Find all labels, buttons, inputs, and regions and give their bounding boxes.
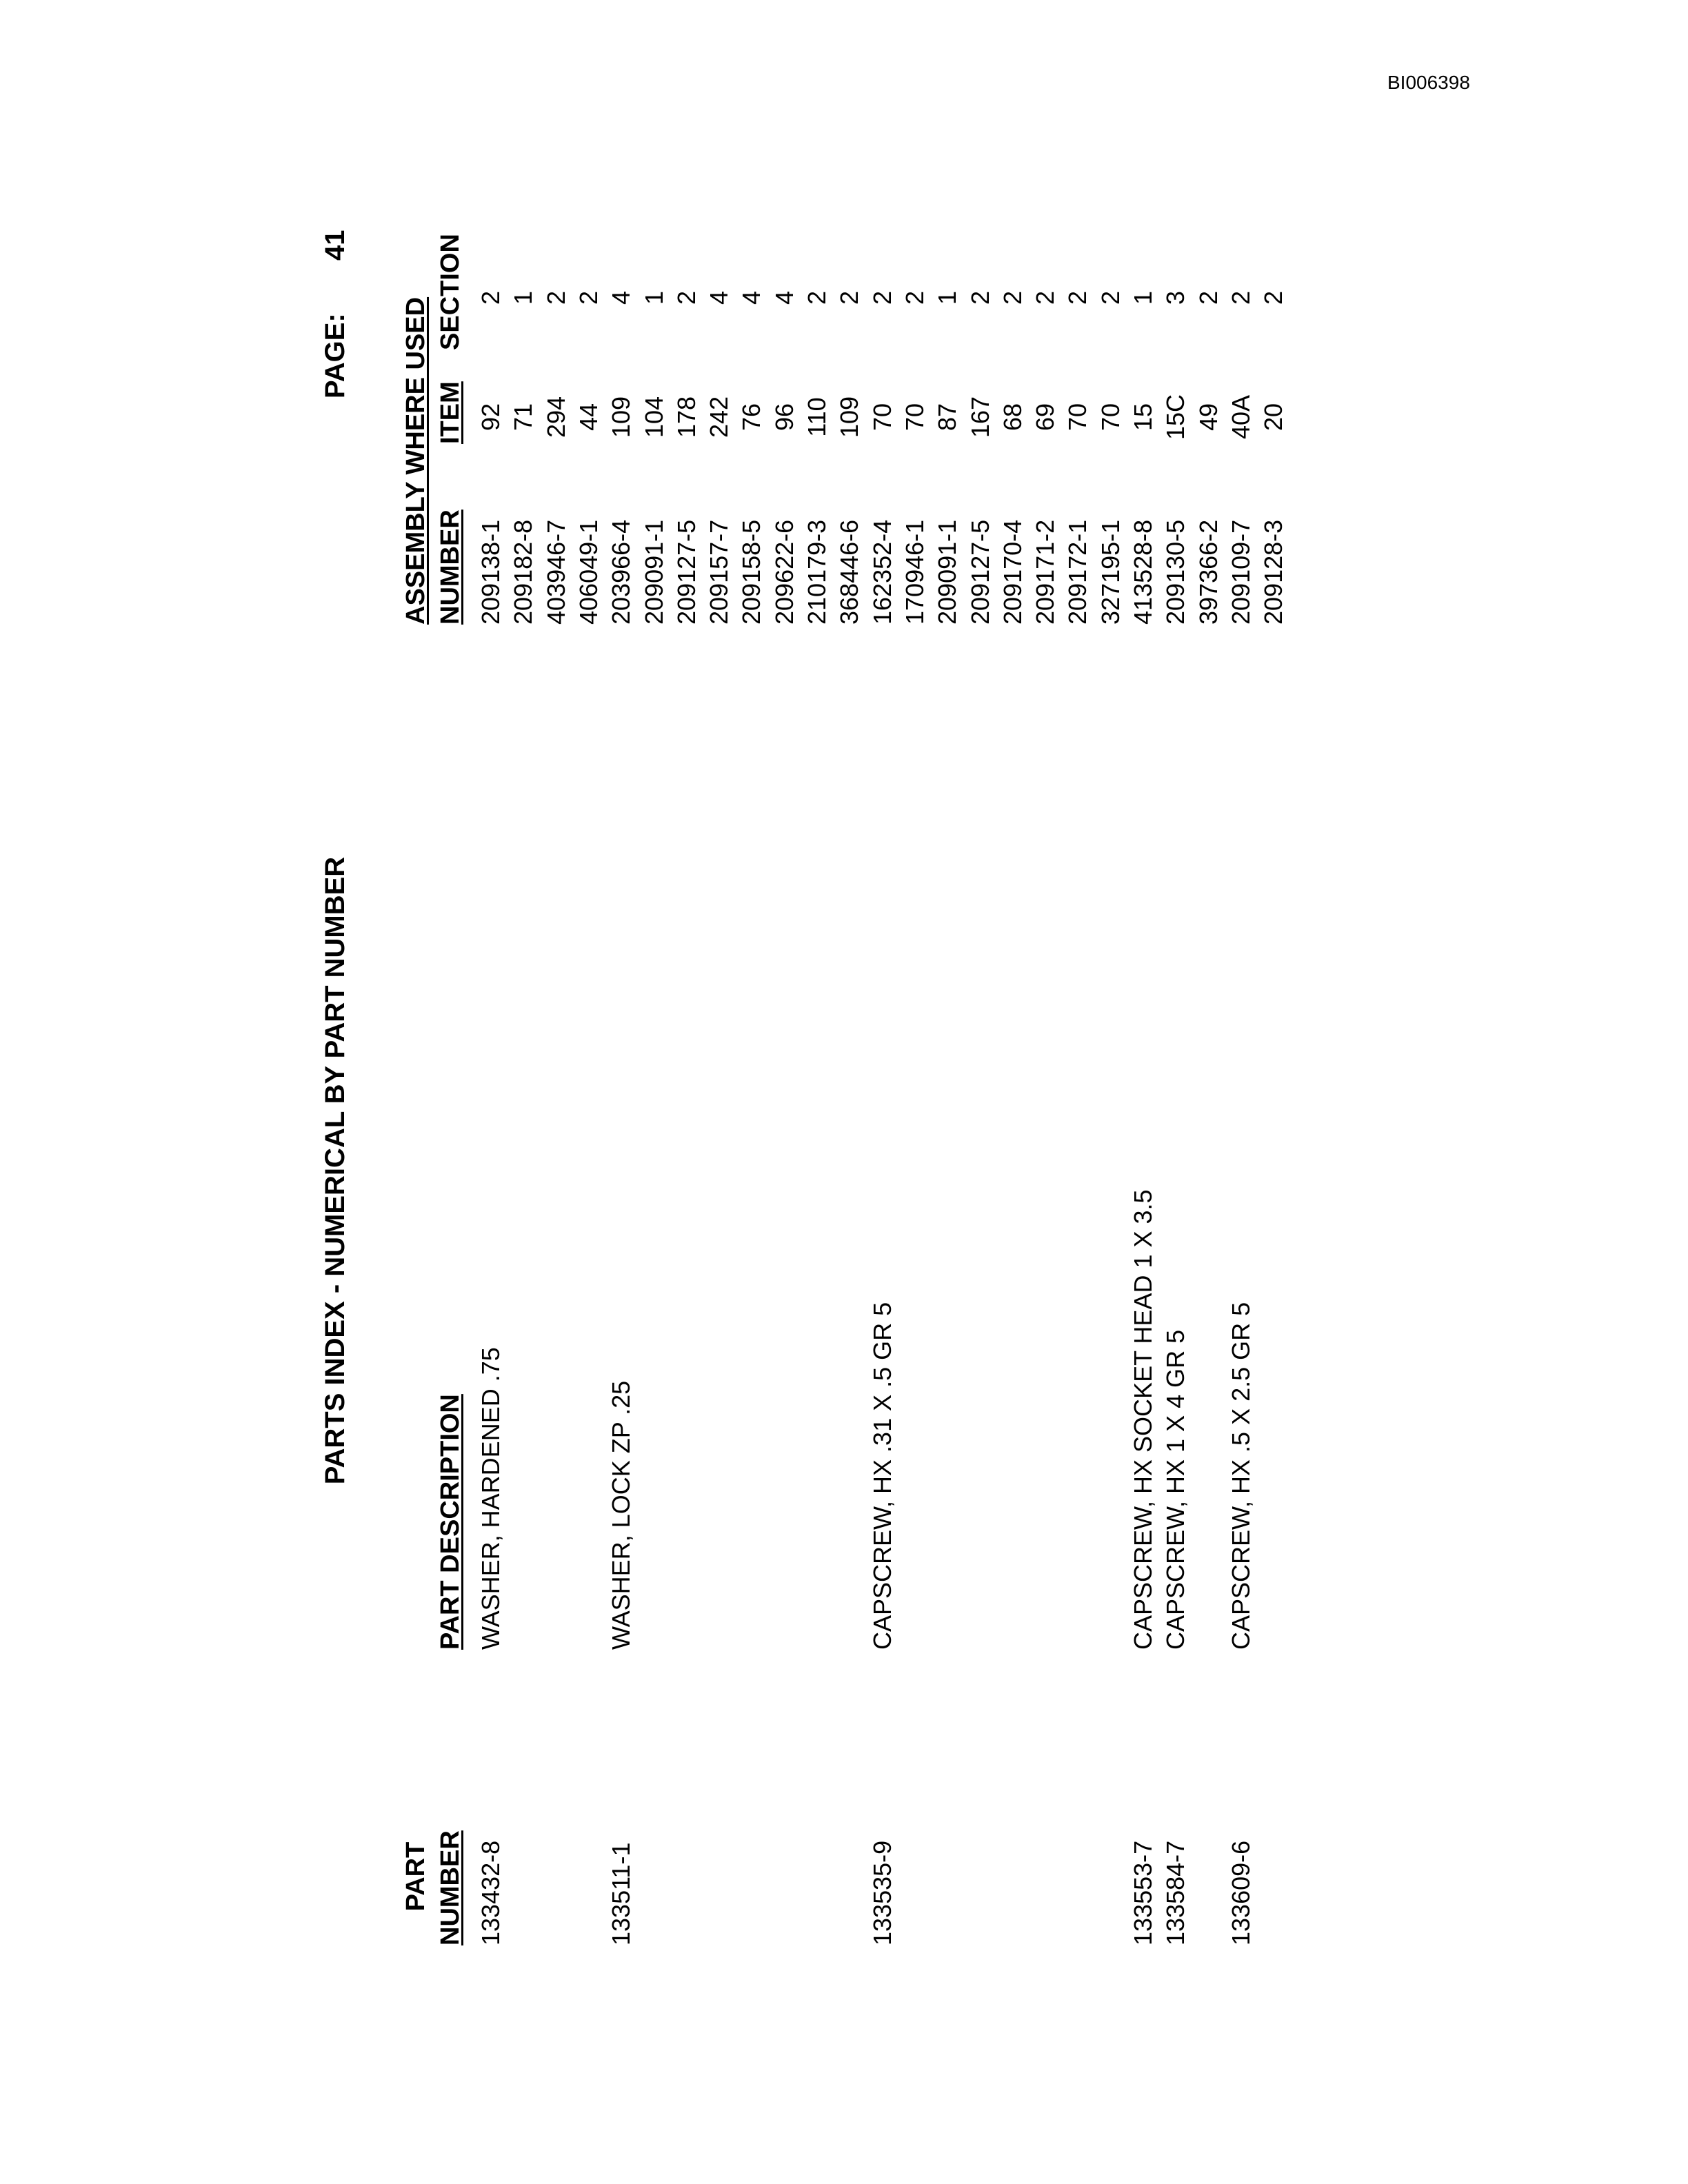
assembly-item-cell: 110 [803, 397, 831, 437]
part-number-cell: 133584-7 [1161, 1840, 1189, 1945]
assembly-number-cell: 209130-5 [1161, 519, 1189, 625]
assembly-number-cell: 210179-3 [803, 519, 831, 625]
assembly-item-cell: 96 [770, 403, 798, 432]
part-number-cell: 133553-7 [1129, 1840, 1157, 1945]
assembly-section-cell: 2 [1063, 290, 1092, 305]
assembly-item-cell: 40A [1227, 394, 1255, 440]
assembly-section-cell: 2 [966, 290, 994, 305]
assembly-number-cell: 368446-6 [835, 519, 863, 625]
page-number: 41 [320, 230, 350, 261]
assembly-item-cell: 49 [1194, 403, 1223, 432]
assembly-item-cell: 70 [1063, 403, 1092, 432]
assembly-number-cell: 209170-4 [998, 519, 1027, 625]
part-description-cell: WASHER, LOCK ZP .25 [607, 1380, 635, 1650]
assembly-section-cell: 2 [1031, 290, 1059, 305]
assembly-number-cell: 397366-2 [1194, 519, 1223, 625]
assembly-item-cell: 70 [1096, 403, 1125, 432]
assembly-number-cell: 413528-8 [1129, 519, 1157, 625]
part-number-cell: 133535-9 [868, 1840, 896, 1945]
assembly-item-cell: 70 [901, 403, 929, 432]
assembly-item-cell: 71 [509, 403, 537, 432]
assembly-section-cell: 2 [803, 290, 831, 305]
assembly-item-cell: 92 [476, 403, 505, 432]
assembly-section-cell: 4 [737, 290, 765, 305]
part-description-cell: CAPSCREW, HX .5 X 2.5 GR 5 [1227, 1302, 1255, 1650]
assembly-number-cell: 209182-8 [509, 519, 537, 625]
assembly-item-cell: 167 [966, 396, 994, 438]
assembly-number-cell: 209158-5 [737, 519, 765, 625]
assembly-item-cell: 242 [705, 396, 733, 438]
assembly-item-cell: 15 [1129, 403, 1157, 432]
assembly-item-cell: 15C [1161, 394, 1189, 441]
assembly-section-cell: 2 [574, 290, 603, 305]
header-item: ITEM [436, 381, 465, 444]
part-number-cell: 133432-8 [476, 1840, 505, 1945]
assembly-item-cell: 68 [998, 403, 1027, 432]
assembly-section-cell: 1 [509, 290, 537, 305]
assembly-number-cell: 209091-1 [933, 519, 961, 625]
part-description-cell: WASHER, HARDENED .75 [476, 1347, 505, 1650]
assembly-item-cell: 109 [835, 396, 863, 438]
assembly-section-cell: 2 [1259, 290, 1287, 305]
part-number-cell: 133609-6 [1227, 1840, 1255, 1945]
assembly-item-cell: 87 [933, 403, 961, 432]
assembly-number-cell: 327195-1 [1096, 519, 1125, 625]
page-title: PARTS INDEX - NUMERICAL BY PART NUMBER [320, 856, 350, 1485]
part-description-cell: CAPSCREW, HX 1 X 4 GR 5 [1161, 1329, 1189, 1650]
assembly-section-cell: 2 [835, 290, 863, 305]
assembly-number-cell: 403946-7 [542, 519, 570, 625]
assembly-section-cell: 2 [868, 290, 896, 305]
assembly-item-cell: 20 [1259, 403, 1287, 432]
assembly-item-cell: 69 [1031, 403, 1059, 432]
assembly-number-cell: 209171-2 [1031, 519, 1059, 625]
assembly-number-cell: 170946-1 [901, 519, 929, 625]
assembly-item-cell: 294 [542, 396, 570, 438]
assembly-section-cell: 2 [542, 290, 570, 305]
document-id: BI006398 [1387, 72, 1470, 93]
assembly-section-cell: 1 [1129, 290, 1157, 305]
part-description-cell: CAPSCREW, HX .31 X .5 GR 5 [868, 1302, 896, 1650]
assembly-section-cell: 4 [607, 290, 635, 305]
assembly-section-cell: 2 [1096, 290, 1125, 305]
assembly-number-cell: 209127-5 [672, 519, 701, 625]
header-assembly-where-used: ASSEMBLY WHERE USED [401, 296, 430, 625]
assembly-number-cell: 406049-1 [574, 519, 603, 625]
assembly-section-cell: 4 [770, 290, 798, 305]
part-description-cell: CAPSCREW, HX SOCKET HEAD 1 X 3.5 [1129, 1189, 1157, 1650]
assembly-section-cell: 2 [1227, 290, 1255, 305]
header-part-top: PART [401, 1841, 430, 1912]
assembly-number-cell: 209127-5 [966, 519, 994, 625]
assembly-section-cell: 2 [901, 290, 929, 305]
header-assembly-number: NUMBER [436, 509, 465, 625]
assembly-number-cell: 209138-1 [476, 519, 505, 625]
assembly-section-cell: 2 [1194, 290, 1223, 305]
assembly-section-cell: 2 [998, 290, 1027, 305]
header-part-description: PART DESCRIPTION [436, 1394, 465, 1650]
assembly-section-cell: 2 [476, 290, 505, 305]
assembly-item-cell: 44 [574, 403, 603, 432]
header-part-number: NUMBER [436, 1830, 465, 1945]
assembly-number-cell: 209157-7 [705, 519, 733, 625]
assembly-number-cell: 209091-1 [640, 519, 668, 625]
assembly-section-cell: 1 [933, 290, 961, 305]
assembly-section-cell: 1 [640, 290, 668, 305]
assembly-number-cell: 209622-6 [770, 519, 798, 625]
assembly-section-cell: 2 [672, 290, 701, 305]
assembly-section-cell: 4 [705, 290, 733, 305]
assembly-item-cell: 70 [868, 403, 896, 432]
assembly-item-cell: 104 [640, 396, 668, 438]
assembly-number-cell: 162352-4 [868, 519, 896, 625]
part-number-cell: 133511-1 [607, 1842, 635, 1945]
assembly-number-cell: 209109-7 [1227, 519, 1255, 625]
assembly-number-cell: 209128-3 [1259, 519, 1287, 625]
assembly-number-cell: 209172-1 [1063, 519, 1092, 625]
assembly-item-cell: 76 [737, 403, 765, 432]
assembly-item-cell: 178 [672, 396, 701, 438]
assembly-number-cell: 203966-4 [607, 519, 635, 625]
assembly-item-cell: 109 [607, 396, 635, 438]
page-label: PAGE: [320, 313, 350, 398]
assembly-section-cell: 3 [1161, 290, 1189, 305]
header-section: SECTION [436, 234, 465, 350]
